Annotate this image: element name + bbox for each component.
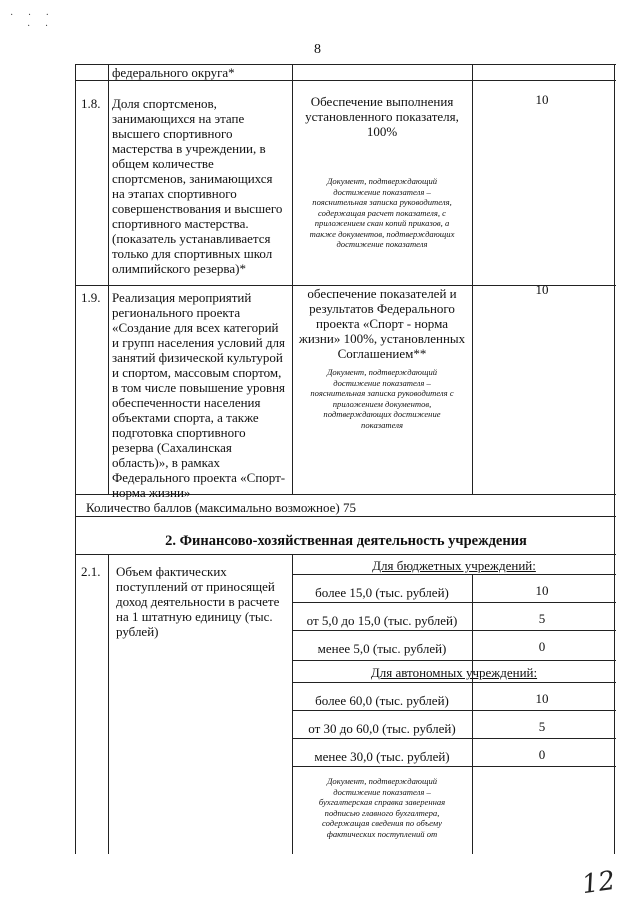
budget-option-1: более 15,0 (тыс. рублей) [315,585,449,600]
criteria-table [75,64,615,854]
row-2-1-number: 2.1. [81,564,101,579]
budget-header: Для бюджетных учреждений: [372,558,536,573]
row-1-8-criteria: Обеспечение выполнения установленного показателя, 100% [305,94,459,139]
row-1-8-indicator: Доля спортсменов, занимающихся на этапе высшего спортивного мастерства в учреждении, в общем количестве спортсменов, занимающихся на этапах спортивного совершенствования и высшего спортивного мастерства. (показатель устанавливается только для спортивных школ олимпийского резерва)* [112,96,283,276]
prev-row-text: федерального округа* [112,65,235,80]
budget-option-3: менее 5,0 (тыс. рублей) [317,641,447,656]
budget-points-1: 10 [535,583,549,598]
budget-option-2: от 5,0 до 15,0 (тыс. рублей) [306,613,458,628]
row-2-1-indicator: Объем фактических поступлений от приносящей доход деятельности в расчете на 1 штатную единицу (тыс. рублей) [116,564,280,639]
budget-points-2: 5 [538,611,546,626]
autonomous-option-2: от 30 до 60,0 (тыс. рублей) [308,721,456,736]
autonomous-option-3: менее 30,0 (тыс. рублей) [314,749,450,764]
row-1-9-document-note: Документ, подтверждающий достижение показателя – пояснительная записка руководителя с приложением документов, подтверждающих достижение показателя [310,367,454,430]
row-2-1-document-note: Документ, подтверждающий достижение показателя – бухгалтерская справка заверенная подписью главного бухгалтера, содержащая сведения по объему фактических поступлений от [318,776,446,839]
scan-specks: · · · · · [10,10,55,32]
row-1-9-points: 10 [535,282,549,297]
autonomous-points-3: 0 [538,747,546,762]
page-number: 8 [314,42,321,57]
handwritten-page-number: 12 [580,865,618,901]
row-1-8-number: 1.8. [81,96,101,111]
autonomous-option-1: более 60,0 (тыс. рублей) [315,693,449,708]
autonomous-header: Для автономных учреждений: [370,665,538,680]
row-1-8-points: 10 [535,92,549,107]
autonomous-points-2: 5 [538,719,546,734]
section-2-title: 2. Финансово-хозяйственная деятельность учреждения [165,533,527,549]
autonomous-points-1: 10 [535,691,549,706]
total-points: Количество баллов (максимально возможное) 75 [86,500,356,515]
row-1-9-indicator: Реализация мероприятий регионального проекта «Создание для всех категорий и групп населения условий для занятий физической культурой и спортом, массовым спортом, в том числе повышение уровня обеспеченности населения объектами спорта, а также подготовка спортивного резерва (Сахалинская область)», в рамках Федерального проекта «Спорт- норма жизни» [112,290,286,500]
budget-points-3: 0 [538,639,546,654]
row-1-8-document-note: Документ, подтверждающий достижение показателя – пояснительная записка руководителя, содержащая расчет показателя, с приложением скан копий приказов, а также документов, подтверждающих достижение показателя [309,176,455,249]
row-1-9-criteria: обеспечение показателей и результатов Федерального проекта «Спорт - норма жизни» 100%, установленных Соглашением** [298,286,466,361]
row-1-9-number: 1.9. [81,290,101,305]
